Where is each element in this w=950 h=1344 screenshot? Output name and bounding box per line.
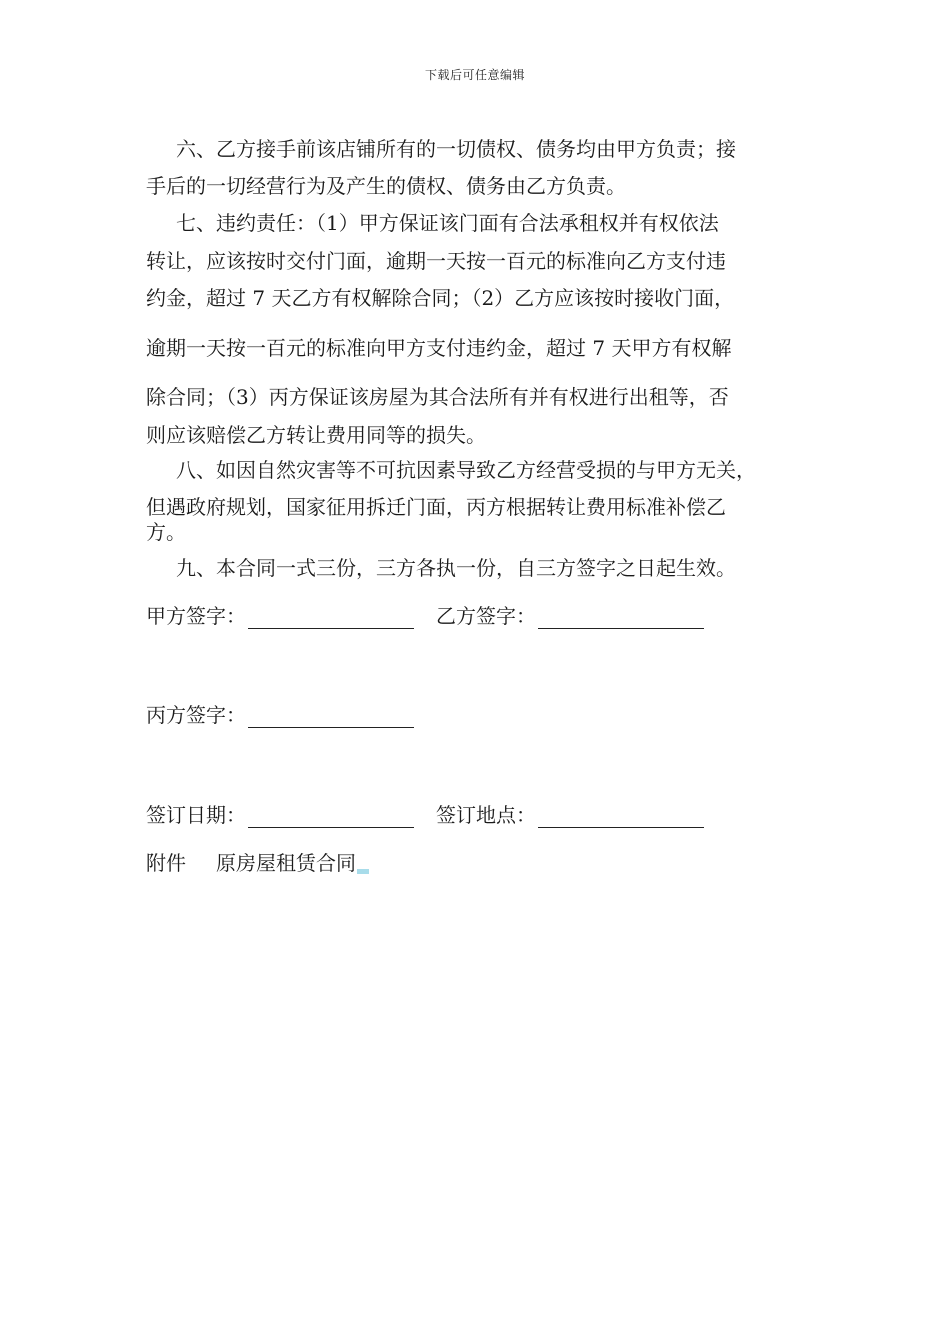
clause-six bbox=[146, 134, 816, 208]
signing-place bbox=[436, 799, 704, 828]
party-c-signature bbox=[146, 699, 414, 728]
signing-date-line[interactable] bbox=[248, 807, 414, 828]
signing-place-line[interactable] bbox=[538, 807, 704, 828]
clause-nine bbox=[146, 553, 816, 593]
party-a-signature-label: 甲方签字： bbox=[146, 604, 246, 628]
attachment-row bbox=[146, 846, 816, 876]
signing-place-label: 签订地点： bbox=[436, 803, 536, 827]
clause-seven-line-4: 逾期一天按一百元的标准向甲方支付违约金，超过 7 天甲方有权解 bbox=[146, 336, 732, 360]
attachment-title: 原房屋租赁合同 bbox=[216, 851, 356, 875]
party-b-signature bbox=[436, 600, 704, 629]
clause-six-line-2: 手后的一切经营行为及产生的债权、债务由乙方负责。 bbox=[146, 174, 626, 198]
clause-seven-line-1: 七、违约责任：（1）甲方保证该门面有合法承租权并有权依法 bbox=[176, 211, 719, 235]
party-b-signature-line[interactable] bbox=[538, 608, 704, 629]
clause-eight-line-2: 但遇政府规划，国家征用拆迁门面，丙方根据转让费用标准补偿乙 bbox=[146, 495, 726, 519]
clause-eight bbox=[146, 455, 816, 553]
signature-row-date-place bbox=[146, 798, 816, 828]
attachment-label: 附件 bbox=[146, 851, 186, 875]
clause-eight-line-1: 八、如因自然灾害等不可抗因素导致乙方经营受损的与甲方无关， bbox=[176, 458, 756, 482]
clause-nine-line-1: 九、本合同一式三份，三方各执一份，自三方签字之日起生效。 bbox=[176, 556, 736, 580]
clause-seven-line-2: 转让，应该按时交付门面，逾期一天按一百元的标准向乙方支付违 bbox=[146, 249, 726, 273]
page-header: 下载后可任意编辑 bbox=[424, 68, 525, 82]
party-b-signature-label: 乙方签字： bbox=[436, 604, 536, 628]
signature-row-a-b bbox=[146, 599, 816, 629]
clause-seven-line-3: 约金，超过 7 天乙方有权解除合同；（2）乙方应该按时接收门面， bbox=[146, 286, 735, 310]
text-cursor-marker bbox=[357, 869, 369, 874]
clause-seven-line-5: 除合同；（3）丙方保证该房屋为其合法所有并有权进行出租等，否 bbox=[146, 385, 729, 409]
signing-date-label: 签订日期： bbox=[146, 803, 246, 827]
signing-date bbox=[146, 799, 414, 828]
contract-body bbox=[146, 134, 816, 876]
clause-six-line-1: 六、乙方接手前该店铺所有的一切债权、债务均由甲方负责；接 bbox=[176, 137, 736, 161]
party-c-signature-line[interactable] bbox=[248, 707, 414, 728]
signature-row-c bbox=[146, 698, 816, 728]
party-c-signature-label: 丙方签字： bbox=[146, 703, 246, 727]
party-a-signature bbox=[146, 600, 414, 629]
party-a-signature-line[interactable] bbox=[248, 608, 414, 629]
clause-eight-line-3: 方。 bbox=[146, 520, 186, 544]
clause-seven bbox=[146, 208, 816, 455]
clause-seven-line-6: 则应该赔偿乙方转让费用同等的损失。 bbox=[146, 423, 486, 447]
